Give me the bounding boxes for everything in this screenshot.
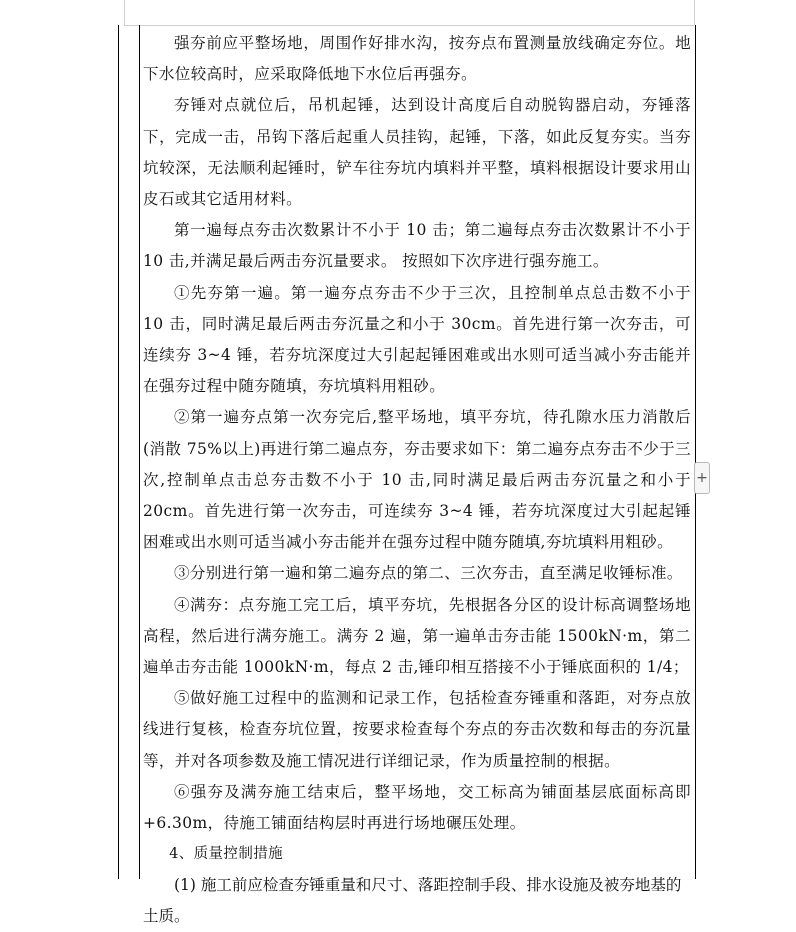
section-heading-quality-control: 4、质量控制措施: [169, 846, 284, 863]
paragraph-step-4: ④满夯：点夯施工完工后，填平夯坑，先根据各分区的设计标高调整场地高程，然后进行满夯施工。满夯 2 遍，第一遍单击夯击能 1500kN·m，第二遍单击夯击能 1000kN·m，每点 2 击,锤印相互搭接不小于锤底面积的 1/4；: [143, 595, 691, 677]
paragraph-blow-count: 第一遍每点夯击次数累计不小于 10 击；第二遍每点夯击次数累计不小于 10 击,并满足最后两击夯沉量要求。 按照如下次序进行强夯施工。: [143, 221, 691, 271]
paragraph-step-3: ③分别进行第一遍和第二遍夯点的第二、三次夯击，直至满足收锤标准。: [174, 564, 683, 583]
paragraph-site-preparation: 强夯前应平整场地，周围作好排水沟，按夯点布置测量放线确定夯位。地下水位较高时，应采取降低地下水位后再强夯。: [143, 34, 691, 84]
margin-corner-right: [694, 0, 695, 25]
paragraph-hammer-procedure: 夯锤对点就位后，吊机起锤，达到设计高度后自动脱钩器启动，夯锤落下，完成一击，吊钩下落后起重人员挂钩，起锤，下落，如此反复夯实。当夯坑较深，无法顺利起锤时，铲车往夯坑内填料并平整，填料根据设计要求用山皮石或其它适用材料。: [143, 96, 691, 209]
table-cell-content[interactable]: [143, 28, 691, 870]
paragraph-step-5: ⑤做好施工过程中的监测和记录工作，包括检查夯锤重和落距，对夯点放线进行复核，检查夯坑位置，按要求检查每个夯点的夯击次数和每击的夯沉量等，并对各项参数及施工情况进行详细记录，作为质量控制的根据。: [143, 689, 691, 770]
paragraph-step-2: ②第一遍夯点第一次夯完后,整平场地，填平夯坑，待孔隙水压力消散后(消散 75%以上)再进行第二遍点夯，夯击要求如下：第二遍夯点夯击不少于三次,控制单点击总夯击数不小于 10 击,同时满足最后两击夯沉量之和小于 20cm。首先进行第一次夯击，可连续夯 3~4 锤，若夯坑深度过大引起起锤困难或出水则可适当减小夯击能并在强夯过程中随夯随填,夯坑填料用粗砂。: [143, 408, 691, 552]
margin-corner-left: [124, 0, 125, 25]
partial-next-line: (1) 施工前应检查夯锤重量和尺寸、落距控制手段、排水设施及被夯地基的土质。: [143, 876, 682, 925]
add-row-button[interactable]: +: [694, 462, 710, 494]
paragraph-step-1: ①先夯第一遍。第一遍夯点夯击不少于三次，且控制单点总击数不小于 10 击，同时满足最后两击夯沉量之和小于 30cm。首先进行第一次夯击，可连续夯 3~4 锤，若夯坑深度过大引起起锤困难或出水则可适当减小夯击能并在强夯过程中随夯随填，夯坑填料用粗砂。: [143, 283, 691, 396]
paragraph-step-6: ⑥强夯及满夯施工结束后，整平场地，交工标高为铺面基层底面标高即+6.30m，待施工铺面结构层时再进行场地碾压处理。: [143, 782, 691, 833]
table-column-divider: [139, 25, 140, 879]
